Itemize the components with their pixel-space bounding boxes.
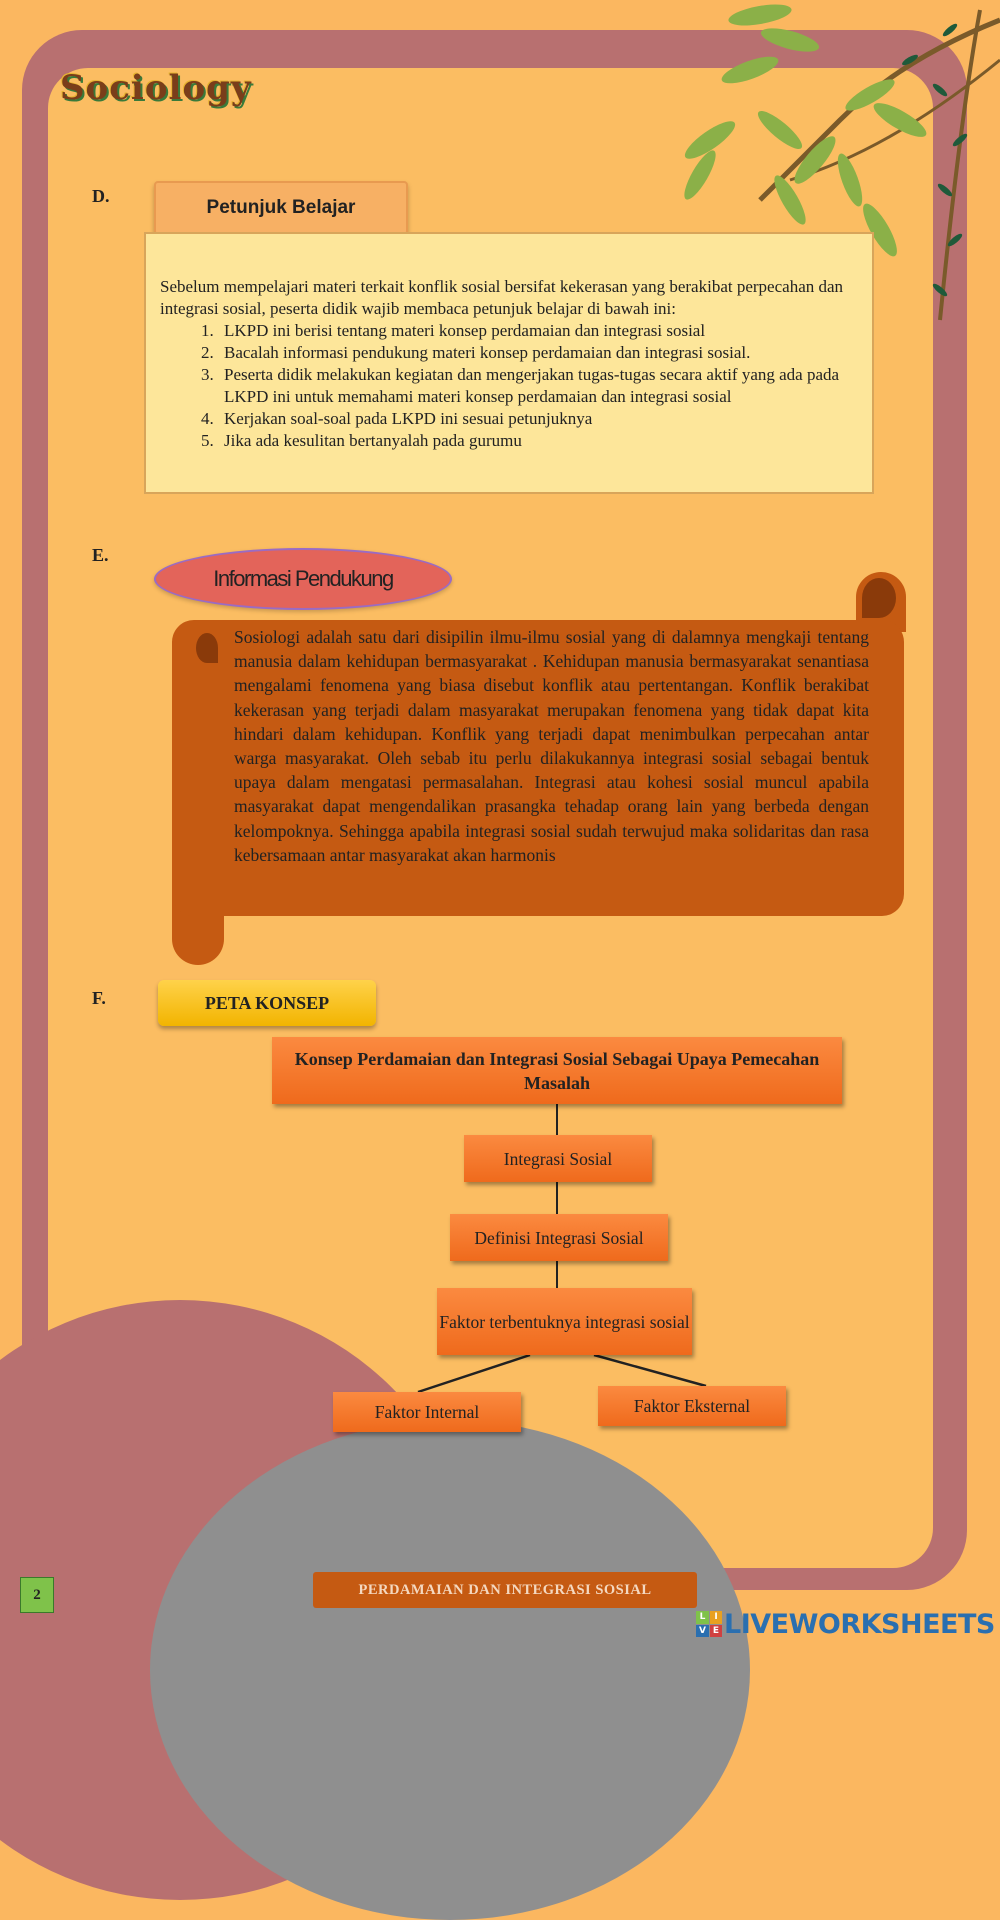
concept-node-faktor-eksternal: Faktor Eksternal	[598, 1386, 786, 1426]
section-f-title: PETA KONSEP	[158, 980, 376, 1026]
instructions-intro: Sebelum mempelajari materi terkait konflik sosial bersifat kekerasan yang berakibat perpecahan dan integrasi sosial, peserta didik wajib membaca petunjuk belajar di bawah ini:	[160, 277, 844, 318]
liveworksheets-label: LIVEWORKSHEETS	[724, 1608, 995, 1640]
concept-node-faktor: Faktor terbentuknya integrasi sosial	[437, 1288, 692, 1355]
sociology-logo: Sociology	[60, 68, 252, 108]
section-e-title: Informasi Pendukung	[154, 548, 452, 610]
instruction-item: 3. Peserta didik melakukan kegiatan dan mengerjakan tugas-tugas secara aktif yang ada pada LKPD ini untuk memahami materi konsep perdamaian dan integrasi sosial	[218, 364, 860, 408]
concept-node-integrasi-sosial: Integrasi Sosial	[464, 1135, 652, 1182]
instruction-item: 4. Kerjakan soal-soal pada LKPD ini sesuai petunjuknya	[218, 408, 860, 430]
instruction-item: 2. Bacalah informasi pendukung materi konsep perdamaian dan integrasi sosial.	[218, 342, 860, 364]
concept-node-faktor-internal: Faktor Internal	[333, 1392, 521, 1432]
instruction-item: 5. Jika ada kesulitan bertanyalah pada gurumu	[218, 430, 860, 452]
concept-node-definisi: Definisi Integrasi Sosial	[450, 1214, 668, 1261]
section-f-letter: F.	[92, 988, 106, 1008]
supporting-info-text: Sosiologi adalah satu dari disipilin ilmu-ilmu sosial yang di dalamnya mengkaji tentang manusia dalam kehidupan bermasyarakat . Kehidupan manusia bermasyarakat senantiasa mengalami fenomena yang biasa disebut konflik atau pertentangan. Konflik berakibat kekerasan yang terjadi dalam masyarakat merupakan fenomena yang tidak dapat kita hindari dalam kehidupan. Konflik yang terjadi dapat menimbulkan perpecahan antar warga masyarakat. Oleh sebab itu perlu dilakukannya integrasi sosial sebagai bentuk upaya dalam mengatasi permasalahan. Integrasi atau kohesi sosial muncul apabila masyarakat dapat mengendalikan prasangka tehadap orang lain yang berbeda dengan kelompoknya. Sehingga apabila integrasi sosial sudah terwujud maka solidaritas dan rasa kebersamaan antar masyarakat akan harmonis	[234, 627, 869, 865]
footer-title: PERDAMAIAN DAN INTEGRASI SOSIAL	[313, 1572, 697, 1608]
instruction-item: 1. LKPD ini berisi tentang materi konsep perdamaian dan integrasi sosial	[218, 320, 860, 342]
liveworksheets-badge-icon: L I V E	[696, 1611, 722, 1637]
liveworksheets-brand[interactable]	[696, 1607, 996, 1641]
section-d-letter: D.	[92, 186, 110, 206]
section-e-letter: E.	[92, 545, 109, 565]
page-number: 2	[20, 1577, 54, 1613]
concept-map-root: Konsep Perdamaian dan Integrasi Sosial Sebagai Upaya Pemecahan Masalah	[272, 1037, 842, 1104]
section-d-title: Petunjuk Belajar	[154, 181, 408, 235]
